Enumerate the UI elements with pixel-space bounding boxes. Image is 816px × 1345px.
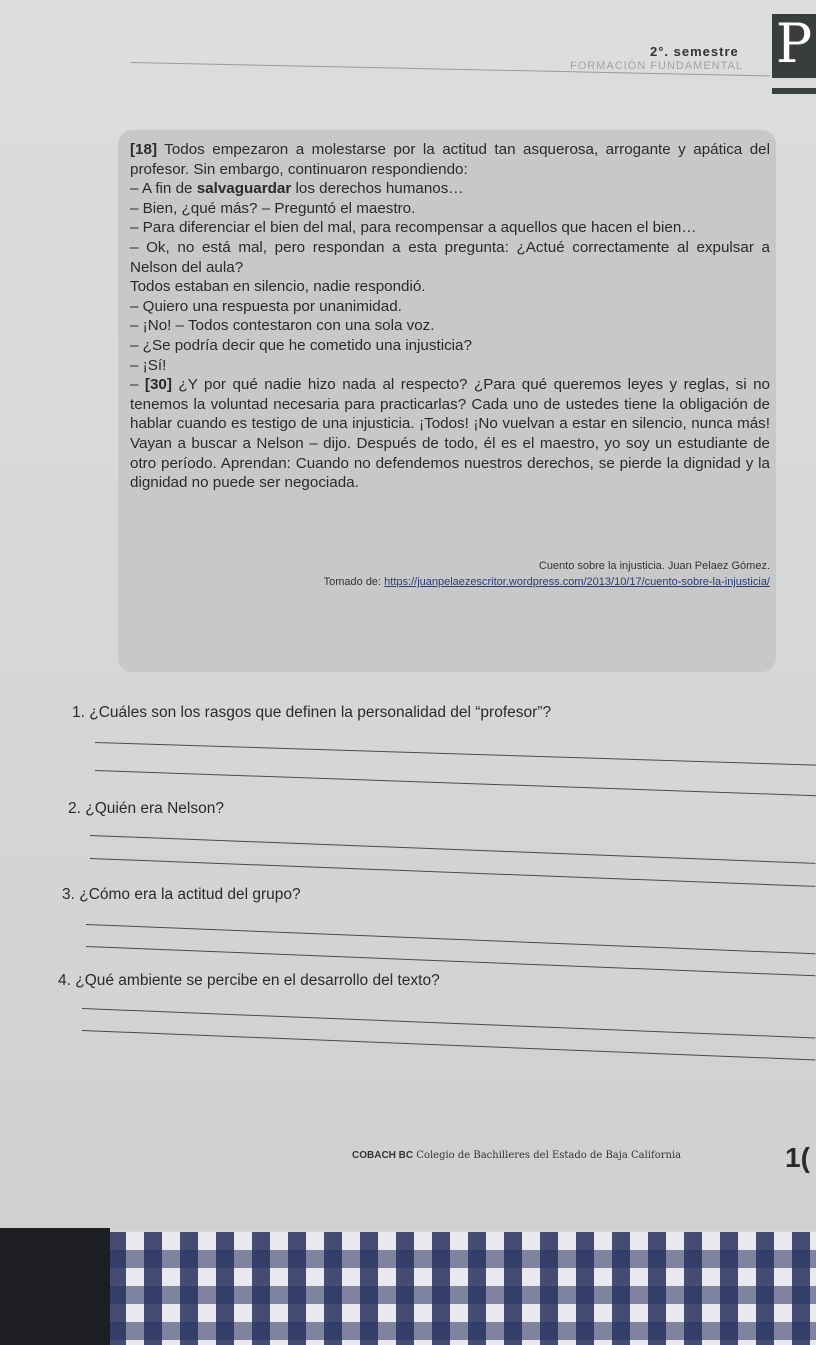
story-line: Todos empezaron a molestarse por la actitud tan asquerosa, arrogante y apática del profesor. Sin embargo, continuaron respondiendo: [130, 141, 770, 178]
story-line: – Bien, ¿qué más? – Preguntó el maestro. [130, 199, 416, 217]
source-url-link[interactable]: https://juanpelaezescritor.wordpress.com/2013/10/17/cuento-sobre-la-injusticia/ [384, 576, 770, 588]
semester-label: 2°. semestre [650, 44, 739, 59]
story-text [130, 140, 770, 493]
story-line: – Ok, no está mal, pero respondan a esta pregunta: ¿Actué correctamente al expulsar a Nelson del aula? [130, 238, 770, 276]
story-line: – Quiero una respuesta por unanimidad. [130, 297, 402, 315]
story-line: – ¡No! – Todos contestaron con una sola voz. [130, 317, 435, 335]
question-4: 4. ¿Qué ambiente se percibe en el desarrollo del texto? [58, 972, 440, 989]
story-line: – ¿Se podría decir que he cometido una injusticia? [130, 336, 472, 354]
dark-table-edge [0, 1228, 110, 1345]
source-link-line: Tomado de: https://juanpelaezescritor.wordpress.com/2013/10/17/cuento-sobre-la-injusticia/ [323, 576, 770, 588]
header-strip [772, 88, 816, 94]
bold-word: salvaguardar [196, 180, 292, 198]
story-line: – Para diferenciar el bien del mal, para recompensar a aquellos que hacen el bien… [130, 219, 697, 237]
institution-name: Colegio de Bachilleres del Estado de Baja California [413, 1150, 682, 1161]
paragraph-number: [18] [130, 141, 158, 158]
source-citation [130, 558, 770, 590]
paragraph-number: [30] [144, 376, 172, 394]
footer-institution [352, 1150, 681, 1161]
story-paragraph-2: – [30] ¿Y por qué nadie hizo nada al respecto? ¿Para qué queremos leyes y reglas, si no tenemos la voluntad necesaria para practicarlas? Cada uno de ustedes tiene la obligación de hablar cuando es testigo de una injusticia. ¡Todos! ¡No vuelvan a estar en silencio, nunca más! Vayan a buscar a Nelson – dijo. Después de todo, él es el maestro, yo soy un estudiante de otro período. Aprendan: Cuando no defendemos nuestros derechos, se pierde la dignidad y la dignidad no puede ser negociada. [130, 376, 770, 492]
institution-acronym: COBACH BC [352, 1150, 414, 1161]
page-number: 1( [785, 1142, 810, 1173]
question-3: 3. ¿Cómo era la actitud del grupo? [62, 886, 301, 903]
tablecloth-background [0, 1232, 816, 1345]
story-paragraph-1 [130, 140, 770, 179]
story-line: – ¡Sí! [130, 356, 167, 374]
formation-label: FORMACIÓN FUNDAMENTAL [570, 60, 743, 72]
story-line: ¿Y por qué nadie hizo nada al respecto? ¿Para qué queremos leyes y reglas, si no tenemos la voluntad necesaria para practicarlas? Cada uno de ustedes tiene la obligación de hablar cuando es testigo de una injusticia. ¡Todos! ¡No vuelvan a estar en silencio, nunca más! Vayan a buscar a Nelson – dijo. Después de todo, él es el maestro, yo soy un estudiante de otro período. Aprendan: Cuando no defendemos nuestros derechos, se pierde la dignidad y la dignidad no puede ser negociada. [130, 376, 770, 492]
story-line: Todos estaban en silencio, nadie respondió. [130, 278, 426, 296]
publisher-logo: P [772, 14, 816, 78]
question-2: 2. ¿Quién era Nelson? [68, 800, 224, 817]
source-credit: Cuento sobre la injusticia. Juan Pelaez Gómez. [538, 560, 770, 572]
question-1: 1. ¿Cuáles son los rasgos que definen la personalidad del “profesor”? [72, 704, 552, 721]
story-line: – A fin de salvaguardar los derechos humanos… [130, 180, 464, 198]
